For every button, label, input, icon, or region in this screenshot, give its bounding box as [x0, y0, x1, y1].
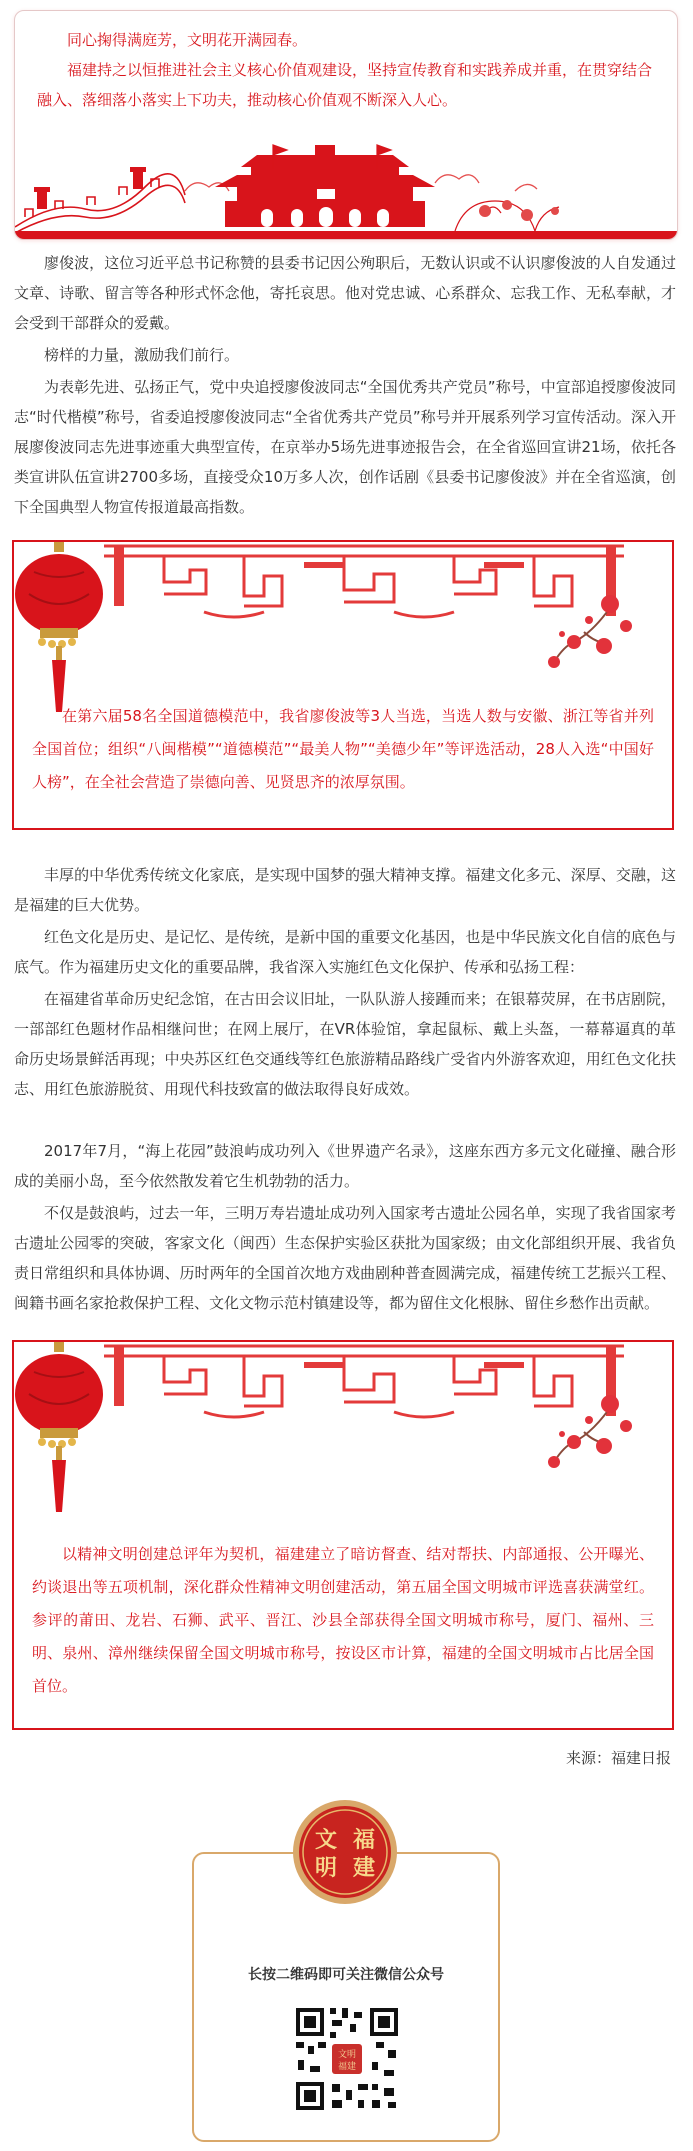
seal-char-2: 福: [352, 1828, 376, 1853]
lantern-lattice-decoration: [14, 1342, 672, 1512]
intro-card: [14, 10, 678, 240]
source-credit: 来源：福建日报: [565, 1749, 671, 1767]
paragraph-liao-junbo: 廖俊波，这位习近平总书记称赞的县委书记因公殉职后，无数认识或不认识廖俊波的人自发通过文章、诗歌、留言等各种形式怀念他，寄托哀思。他对党忠诚、心系群众、忘我工作、无私奉献，才会受到干部群众的爱戴。: [14, 254, 676, 332]
paragraph-traditional-culture: 丰厚的中华优秀传统文化家底，是实现中国梦的强大精神支撑。福建文化多元、深厚、交融，这是福建的巨大优势。: [14, 866, 676, 914]
wenming-fujian-seal-logo: [288, 1795, 402, 1909]
intro-line-2: 福建持之以恒推进社会主义核心价值观建设，坚持宣传教育和实践养成并重，在贯穿结合融入、落细落小落实上下功夫，推动核心价值观不断深入人心。: [37, 61, 653, 109]
highlight-box-civilized-cities: [12, 1340, 674, 1730]
paragraph-gulangyu: 2017年7月，“海上花园”鼓浪屿成功列入《世界遗产名录》，这座东西方多元文化碰撞、融合形成的美丽小岛，至今依然散发着它生机勃勃的活力。: [14, 1142, 676, 1190]
follow-instruction: 长按二维码即可关注微信公众号: [248, 1967, 444, 1983]
paragraph-revolution-sites: 在福建省革命历史纪念馆，在古田会议旧址，一队队游人接踵而来；在银幕荧屏，在书店剧院，一部部红色题材作品相继问世；在网上展厅，在VR体验馆，拿起鼠标、戴上头盔，一幕幕逼真的革命历史场景鲜活再现；中央苏区红色交通线等红色旅游精品路线广受省内外游客欢迎，用红色文化扶志、用红色旅游脱贫、用现代科技致富的做法取得良好成效。: [14, 990, 676, 1098]
paragraph-commendation: 为表彰先进、弘扬正气，党中央追授廖俊波同志“全国优秀共产党员”称号，中宣部追授廖俊波同志“时代楷模”称号，省委追授廖俊波同志“全省优秀共产党员”称号并开展系列学习宣传活动。深入开展廖俊波同志先进事迹重大典型宣传，在京举办5场先进事迹报告会，在全省巡回宣讲21场，依托各类宣讲队伍宣讲2700多场，直接受众10万多人次，创作话剧《县委书记廖俊波》并在全省巡演，创下全国典型人物宣传报道最高指数。: [14, 378, 676, 516]
paragraph-red-culture: 红色文化是历史、是记忆、是传统，是新中国的重要文化基因，也是中华民族文化自信的底色与底气。作为福建历史文化的重要品牌，我省深入实施红色文化保护、传承和弘扬工程：: [14, 928, 676, 976]
seal-char-4: 建: [352, 1856, 376, 1881]
highlight-box-moral-models: [12, 540, 674, 830]
intro-line-1: 同心掬得满庭芳，文明花开满园春。: [67, 31, 308, 49]
tiananmen-greatwall-illustration: [15, 131, 677, 239]
seal-char-3: 明: [314, 1856, 338, 1881]
seal-char-1: 文: [314, 1828, 338, 1853]
highlight-box-civilized-cities-text: 以精神文明创建总评年为契机，福建建立了暗访督查、结对帮扶、内部通报、公开曝光、约谈退出等五项机制，深化群众性精神文明创建活动，第五届全国文明城市评选喜获满堂红。参评的莆田、龙岩、石狮、武平、晋江、沙县全部获得全国文明城市称号，厦门、福州、三明、泉州、漳州继续保留全国文明城市称号，按设区市计算，福建的全国文明城市占比居全国首位。: [32, 1545, 654, 1695]
qr-center-top: 文明: [337, 2050, 357, 2060]
paragraph-heritage: 不仅是鼓浪屿，过去一年，三明万寿岩遗址成功列入国家考古遗址公园名单，实现了我省国家考古遗址公园零的突破，客家文化（闽西）生态保护实验区获批为国家级；由文化部组织开展、我省负责日常组织和具体协调、历时两年的全国首次地方戏曲剧种普查圆满完成，福建传统工艺振兴工程、闽籍书画名家抢救保护工程、文化文物示范村镇建设等，都为留住文化根脉、留住乡愁作出贡献。: [14, 1204, 676, 1312]
lantern-lattice-decoration: [14, 542, 672, 712]
qr-center-bottom: 福建: [337, 2062, 357, 2072]
qr-code[interactable]: [292, 2004, 402, 2114]
paragraph-role-model: 榜样的力量，激励我们前行。: [44, 346, 240, 364]
highlight-box-moral-models-text: 在第六届58名全国道德模范中，我省廖俊波等3人当选，当选人数与安徽、浙江等省并列全国首位；组织“八闽楷模”“道德模范”“最美人物”“美德少年”等评选活动，28人入选“中国好人榜”，在全社会营造了崇德向善、见贤思齐的浓厚氛围。: [32, 707, 654, 791]
